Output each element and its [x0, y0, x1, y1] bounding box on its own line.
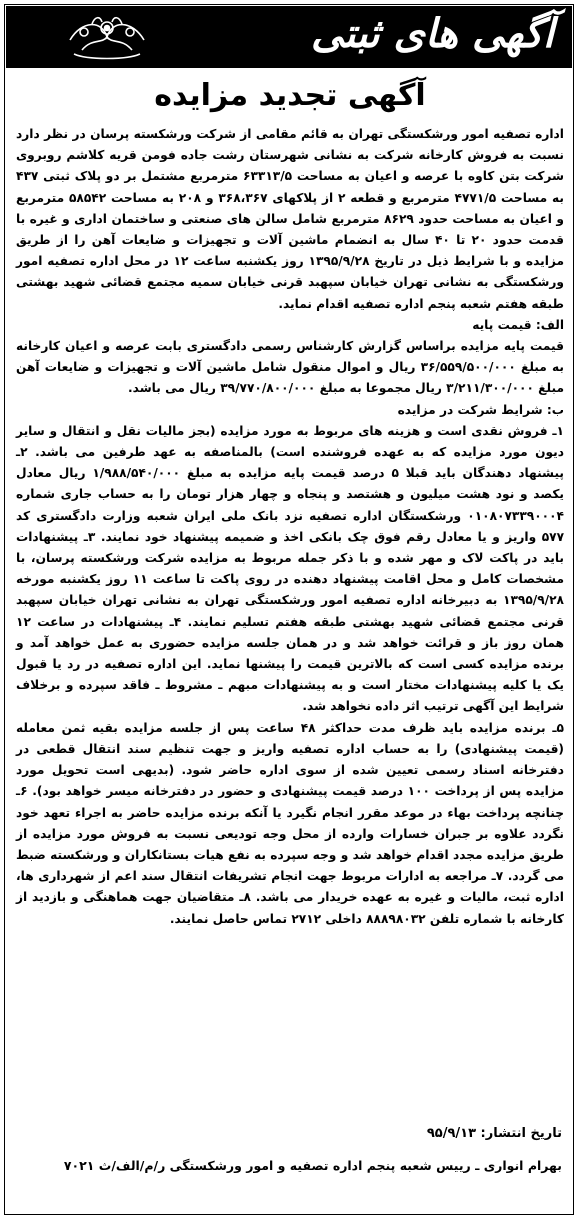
notice-header: [6, 6, 572, 68]
section-a-heading: الف: قیمت پایه: [472, 317, 564, 332]
section-a-paragraph: قیمت پایه مزایده براساس گزارش کارشناس رسمی دادگستری بابت عرصه و اعیان کارخانه به مبلغ ۳۶/۵۵۹/۵۰۰/۰۰۰ ریال و اموال منقول شامل ماشین آلات و تجهیزات و ضایعات آهن مبلغ ۳/۲۱۱/۳۰۰/۰۰۰ ریال مجموعا به مبلغ ۳۹/۷۷۰/۸۰۰/۰۰۰ ریال می باشد.: [16, 339, 564, 396]
notice-title: آگهی تجدید مزایده: [154, 78, 426, 113]
publish-date: تاریخ انتشار: ۹۵/۹/۱۳: [426, 1126, 562, 1141]
section-b-heading: ب: شرایط شرکت در مزایده: [397, 402, 564, 417]
signature-line: بهرام انواری ـ رییس شعبه پنجم اداره تصفیه و امور ورشکستگی ر/م/الف/ث ۷۰۲۱: [63, 1158, 562, 1173]
intro-paragraph: اداره تصفیه امور ورشکستگی تهران به قائم مقامی از شرکت ورشکسته پرسان در نظر دارد نسبت به فروش کارخانه شرکت به نشانی شهرستان رشت جاده فومن قریه کلاشم روبروی شرکت بتن کاوه با عرصه و اعیان به مساحت ۶۳۳۱۳/۵ مترمربع مشتمل بر دو پلاک ثبتی ۴۳۷ به مساحت ۴۷۷۱/۵ مترمربع و قطعه ۲ از پلاکهای ۳۶۸،۳۶۷ و ۲۰۸ به مساحت ۵۸۵۴۲ مترمربع و اعیان به مساحت حدود ۸۶۲۹ مترمربع شامل سالن های صنعتی و ساختمان اداری و غیره با قدمت حدود ۲۰ تا ۴۰ سال به انضمام ماشین آلات و تجهیزات و ضایعات آهن را از طریق مزایده و با شرایط ذیل در تاریخ ۱۳۹۵/۹/۲۸ روز یکشنبه ساعت ۱۲ در محل اداره تصفیه امور ورشکستگی به نشانی تهران خیابان سپهبد قرنی خیابان سمیه مجتمع قضائی شهید بهشتی طبقه هفتم شعبه پنجم اداره تصفیه اقدام نماید.: [16, 127, 565, 311]
conditions-1-4-paragraph: ۱ـ فروش نقدی است و هزینه های مربوط به مورد مزایده (بجز مالیات نقل و انتقال و سایر دیون مورد مزایده که به عهده فروشنده است) بالمناصفه به عهد طرفین می باشد. ۲ـ پیشنهاد دهندگان باید قبلا ۵ درصد قیمت پایه مزایده به مبلغ ۱/۹۸۸/۵۴۰/۰۰۰ ریال معادل یکصد و نود هشت میلیون و هشتصد و پنجاه و چهار هزار تومان را به حساب جاری شماره ۰۱۰۸۰۷۳۳۹۰۰۰۴ ورشکستگان اداره تصفیه نزد بانک ملی ایران شعبه وزارت دادگستری کد ۵۷۷ واریز و یا معادل رقم فوق چک بانکی اخذ و ضمیمه پیشنهاد خود نمایند. ۳ـ پیشنهادات باید در پاکت لاک و مهر شده و با ذکر جمله مربوط به مزایده شرکت ورشکسته پرسان، با مشخصات کامل و محل اقامت پیشنهاد دهنده در روی پاکت تا ساعت ۱۱ روز یکشنبه مورخه ۱۳۹۵/۹/۲۸ به دبیرخانه اداره تصفیه امور ورشکستگی تهران به نشانی تهران خیابان سپهبد قرنی مجتمع قضائی شهید بهشتی طبقه هفتم تسلیم نمایند. ۴ـ پیشنهادات در ساعت ۱۲ همان روز باز و قرائت خواهد شد و در همان جلسه مزایده حضوری به عمل خواهد آمد و برنده مزایده کسی است که بالاترین قیمت را پیشنها نماید. این اداره تصفیه در رد یا قبول یک یا کلیه پیشنهادات مختار است و به پیشنهادات مبهم ـ مشروط ـ فاقد سپرده و برخلاف شرایط این آگهی ترتیب اثر داده نخواهد شد.: [16, 423, 565, 714]
header-title: آگهی های ثبتی: [311, 10, 554, 57]
conditions-5-8-paragraph: ۵ـ برنده مزایده باید ظرف مدت حداکثر ۴۸ ساعت پس از جلسه مزایده بقیه ثمن معامله (قیمت پیشنهادی) را به حساب اداره تصفیه واریز و جهت تنظیم سند انتقال قطعی در دفترخانه اسناد رسمی تعیین شده از سوی اداره حاضر شود. (بدیهی است تحویل مورد مزایده پس از پرداخت ۱۰۰ درصد قیمت پیشنهادی و حضور در دفترخانه میسر خواهد بود). ۶ـ چنانچه پرداخت بهاء در موعد مقرر انجام نگیرد یا آنکه برنده مزایده حاضر به اجراء تعهد خود نگردد علاوه بر جبران خسارات وارده از محل وجه تودیعی نسبت به فروش مورد مزایده از طریق مزایده مجدد اقدام خواهد شد و وجه سپرده به نفع هیات بستانکاران و ورشکسته ضبط می گردد. ۷ـ مراجعه به ادارات مربوط جهت انجام تشریفات انتقال سند اعم از شهرداری ها، اداره ثبت، مالیات و غیره به عهده خریدار می باشد. ۸ـ متقاضیان جهت هماهنگی و بازدید از کارخانه با شماره تلفن ۸۸۸۹۸۰۳۲ داخلی ۲۷۱۲ تماس حاصل نمایند.: [16, 720, 564, 926]
notice-body: [16, 124, 564, 930]
floral-ornament-icon: [62, 10, 152, 64]
